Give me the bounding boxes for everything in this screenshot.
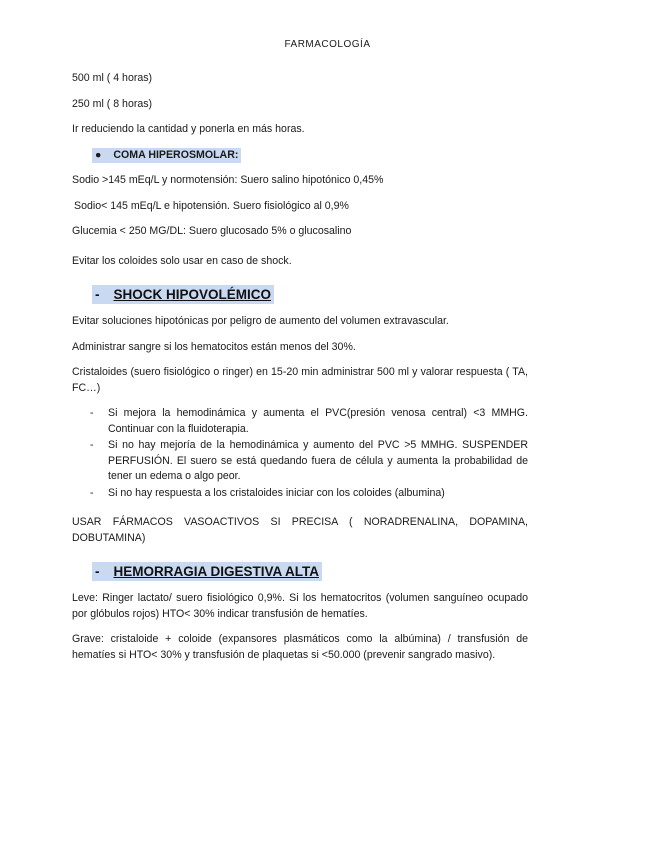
- list-item: - Si no hay mejoría de la hemodinámica y aumento del PVC >5 MMHG. SUSPENDER PERFUSIÓN. El suero se está quedando fuera de célula y aumenta la probabilidad de tener un edema o algo peor.: [90, 438, 528, 485]
- document-body: [72, 71, 528, 673]
- text-line: Evitar los coloides solo usar en caso de shock.: [72, 254, 292, 267]
- page-header: FARMACOLOGÍA: [284, 39, 371, 50]
- coma-heading: [72, 148, 528, 164]
- shock-heading-text: SHOCK HIPOVOLÉMICO: [113, 287, 272, 302]
- text-line: Sodio< 145 mEq/L e hipotensión. Suero fisiológico al 0,9%: [74, 199, 349, 212]
- paragraph: Leve: Ringer lactato/ suero fisiológico 0,9%. Si los hematocritos (volumen sanguíneo ocupado por glóbulos rojos) HTO< 30% indicar transfusión de hematíes.: [72, 592, 528, 620]
- dash-marker: -: [95, 564, 100, 579]
- hemorragia-heading-text: HEMORRAGIA DIGESTIVA ALTA: [113, 564, 319, 579]
- text-line: 500 ml ( 4 horas): [72, 72, 153, 84]
- dash-list: [72, 406, 528, 501]
- paragraph: USAR FÁRMACOS VASOACTIVOS SI PRECISA ( NORADRENALINA, DOPAMINA, DOBUTAMINA): [72, 516, 528, 544]
- hemorragia-heading: [92, 562, 322, 581]
- coma-heading-highlight: [92, 148, 241, 164]
- paragraph: Cristaloides (suero fisiológico o ringer) en 15-20 min administrar 500 ml y valorar respuesta ( TA, FC…): [72, 366, 528, 394]
- shock-heading: [92, 285, 274, 304]
- paragraph: Grave: cristaloide + coloide (expansores plasmáticos como la albúmina) / transfusión de hematíes si HTO< 30% y transfusión de plaquetas si <50.000 (prevenir sangrado masivo).: [72, 633, 528, 661]
- paragraph: Administrar sangre si los hematocitos están menos del 30%.: [72, 340, 356, 353]
- paragraph: Evitar soluciones hipotónicas por peligro de aumento del volumen extravascular.: [72, 315, 449, 327]
- list-item: - Si mejora la hemodinámica y aumenta el PVC(presión venosa central) <3 MMHG. Continuar con la fluidoterapia.: [90, 406, 528, 437]
- text-line: Glucemia < 250 MG/DL: Suero glucosado 5% o glucosalino: [72, 225, 352, 237]
- list-item: - Si no hay respuesta a los cristaloides iniciar con los coloides (albumina): [90, 486, 528, 502]
- text-line: 250 ml ( 8 horas): [72, 97, 153, 110]
- coma-heading-text: COMA HIPEROSMOLAR:: [113, 148, 239, 161]
- text-line: Sodio >145 mEq/L y normotensión: Suero salino hipotónico 0,45%: [72, 174, 384, 186]
- dash-marker: -: [95, 287, 100, 302]
- text-line: Ir reduciendo la cantidad y ponerla en más horas.: [72, 123, 305, 135]
- bullet-icon: ●: [95, 148, 102, 161]
